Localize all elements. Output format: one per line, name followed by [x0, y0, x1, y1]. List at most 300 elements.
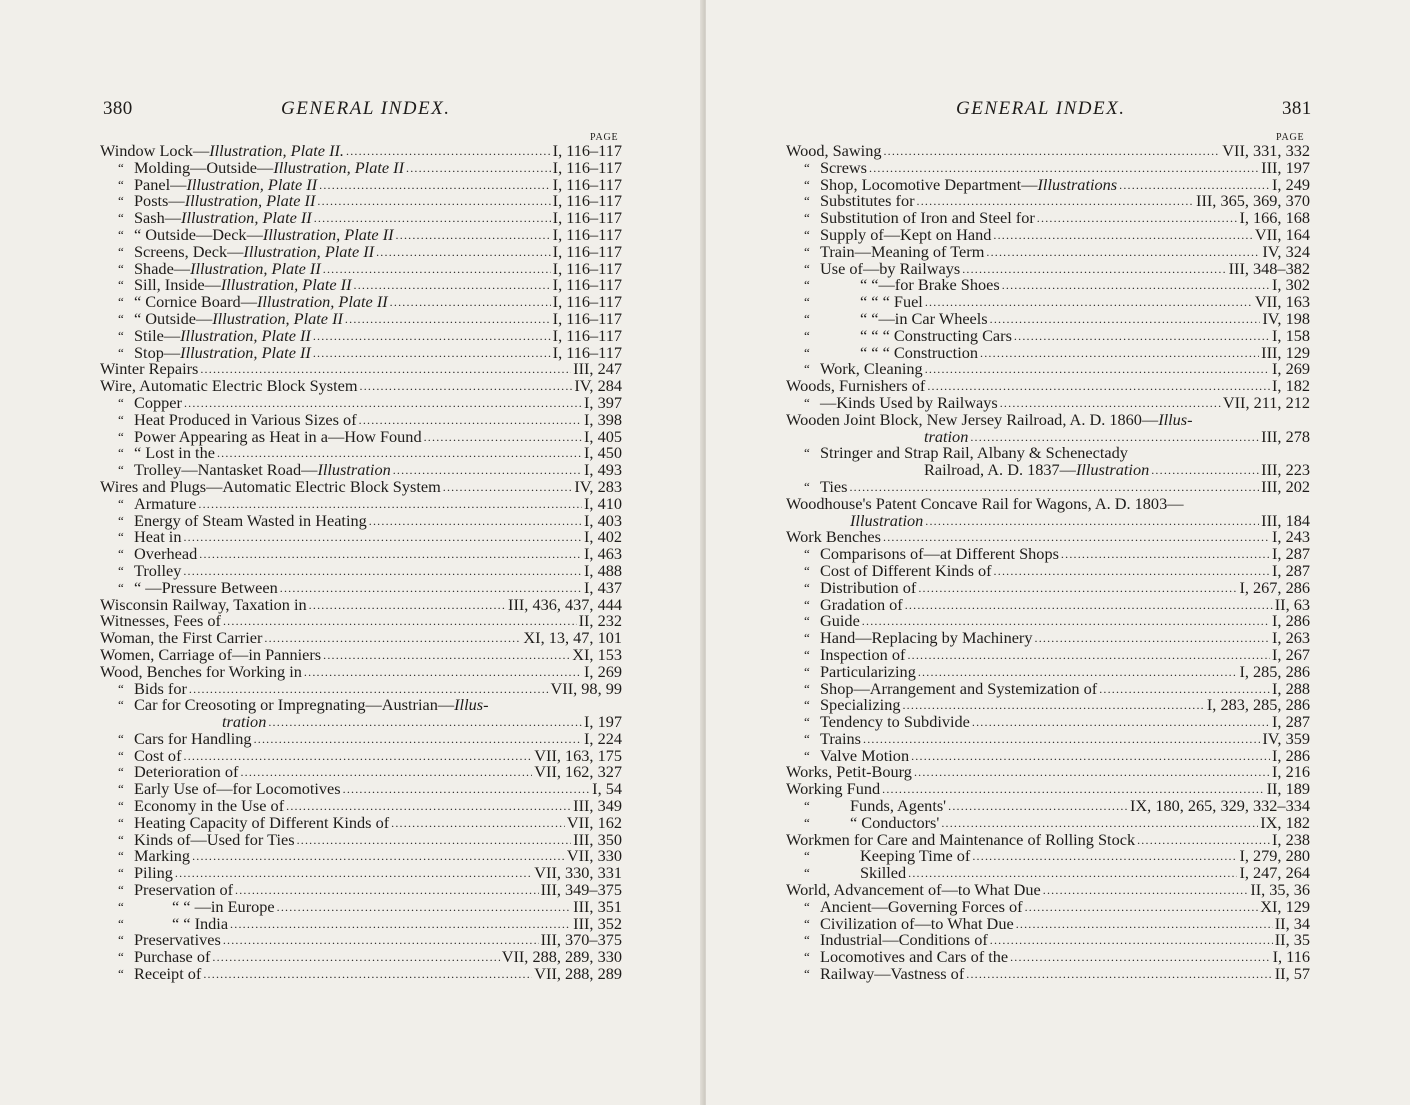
- ditto-mark: “: [118, 294, 124, 310]
- entry-heading: Sash—Illustration, Plate II: [134, 208, 312, 228]
- leader-dots: [1010, 949, 1271, 966]
- entry-heading: Substitution of Iron and Steel for: [820, 208, 1035, 228]
- leader-dots: [925, 361, 1270, 378]
- ditto-mark: “: [804, 210, 810, 226]
- ditto-mark: “: [118, 310, 124, 326]
- right-index-list: [786, 143, 1310, 983]
- leader-dots: [319, 177, 551, 194]
- entry-heading: Skilled: [860, 863, 907, 883]
- entry-heading: Keeping Time of: [860, 846, 971, 866]
- page-reference: I, 116–117: [552, 275, 622, 295]
- entry-heading: “ Conductors': [850, 812, 940, 832]
- page-reference: III, 278: [1261, 426, 1310, 446]
- ditto-mark: “: [118, 680, 124, 696]
- page-reference: I, 116–117: [552, 174, 622, 194]
- leader-dots: [192, 848, 565, 865]
- leader-dots: [1061, 546, 1270, 563]
- page-reference: II, 63: [1274, 594, 1310, 614]
- leader-dots: [918, 580, 1237, 597]
- entry-italic-note: Illustration, Plate II: [262, 224, 394, 244]
- ditto-mark: “: [118, 445, 124, 461]
- page-reference: VII, 163: [1254, 292, 1310, 312]
- page-reference: I, 116: [1272, 947, 1310, 967]
- ditto-mark: “: [118, 495, 124, 511]
- entry-heading: Stringer and Strap Rail, Albany & Schenectady: [820, 443, 1128, 463]
- ditto-mark: “: [804, 630, 810, 646]
- page-reference: I, 287: [1272, 560, 1310, 580]
- entry-heading: Trolley—Nantasket Road—Illustration: [134, 460, 391, 480]
- page-reference: VII, 162: [566, 812, 622, 832]
- page-reference: I, 267, 286: [1239, 577, 1310, 597]
- entry-heading: Supply of—Kept on Hand: [820, 224, 992, 244]
- right-running-head: [956, 98, 1312, 120]
- ditto-mark: “: [804, 176, 810, 192]
- ditto-mark: “: [804, 730, 810, 746]
- page-reference: I, 285, 286: [1239, 661, 1310, 681]
- index-entry: [786, 966, 1310, 983]
- right-page: [706, 0, 1410, 1105]
- ditto-mark: “: [118, 210, 124, 226]
- ditto-mark: “: [118, 730, 124, 746]
- leader-dots: [199, 546, 582, 563]
- entry-heading: Distribution of: [820, 577, 917, 597]
- leader-dots: [313, 328, 551, 345]
- page-reference: III, 197: [1261, 157, 1310, 177]
- ditto-mark: “: [118, 848, 124, 864]
- entry-heading: Energy of Steam Wasted in Heating: [134, 510, 367, 530]
- leader-dots: [990, 311, 1261, 328]
- page-reference: I, 437: [584, 577, 622, 597]
- ditto-mark: “: [804, 193, 810, 209]
- leader-dots: [212, 949, 499, 966]
- entry-heading: Shop, Locomotive Department—Illustrations: [820, 174, 1118, 194]
- leader-dots: [396, 227, 551, 244]
- entry-heading: Funds, Agents': [850, 796, 947, 816]
- page-reference: I, 116–117: [552, 191, 622, 211]
- index-entry: [786, 409, 1310, 429]
- ditto-mark: “: [118, 159, 124, 175]
- leader-dots: [1151, 462, 1259, 479]
- index-entry: [100, 966, 622, 983]
- page-reference: VII, 288, 289: [534, 964, 622, 984]
- entry-heading: Industrial—Conditions of: [820, 930, 988, 950]
- ditto-mark: “: [118, 529, 124, 545]
- entry-heading: “ Outside—Deck—Illustration, Plate II: [134, 224, 394, 244]
- page-reference: I, 216: [1272, 762, 1310, 782]
- entry-heading: Use of—by Railways: [820, 258, 961, 278]
- ditto-mark: “: [118, 814, 124, 830]
- ditto-mark: “: [804, 646, 810, 662]
- entry-heading: Inspection of: [820, 644, 906, 664]
- page-reference: IV, 283: [574, 476, 622, 496]
- entry-heading: “ “ —in Europe: [172, 896, 275, 916]
- leader-dots: [972, 714, 1270, 731]
- entry-heading: “ —Pressure Between: [134, 577, 278, 597]
- entry-heading: Substitutes for: [820, 191, 915, 211]
- leader-dots: [406, 160, 551, 177]
- ditto-mark: “: [118, 176, 124, 192]
- ditto-mark: “: [804, 898, 810, 914]
- ditto-mark: “: [118, 882, 124, 898]
- leader-dots: [1014, 328, 1270, 345]
- leader-dots: [925, 513, 1259, 530]
- page-reference: I, 286: [1272, 611, 1310, 631]
- ditto-mark: “: [804, 714, 810, 730]
- entry-heading: Witnesses, Fees of: [100, 611, 221, 631]
- ditto-mark: “: [118, 898, 124, 914]
- leader-dots: [230, 916, 571, 933]
- index-entry: [100, 697, 622, 714]
- page-reference: I, 116–117: [552, 258, 622, 278]
- entry-heading: Trains: [820, 728, 862, 748]
- leader-dots: [203, 966, 532, 983]
- page-reference: I, 267: [1272, 644, 1310, 664]
- page-reference: IX, 180, 265, 329, 332–334: [1130, 796, 1310, 816]
- page-reference: II, 34: [1274, 913, 1310, 933]
- entry-heading: Cars for Handling: [134, 728, 252, 748]
- page-reference: VII, 164: [1254, 224, 1310, 244]
- entry-heading: Guide: [820, 611, 860, 631]
- entry-heading: “ “—in Car Wheels: [860, 308, 988, 328]
- page-reference: I, 116–117: [552, 141, 622, 160]
- entry-heading: Work, Cleaning: [820, 359, 923, 379]
- ditto-mark: “: [118, 344, 124, 360]
- entry-heading: Cost of: [134, 745, 182, 765]
- entry-italic-note: Illus-: [454, 695, 489, 715]
- entry-italic-note: Illustration, Plate II: [212, 308, 343, 328]
- ditto-mark: “: [804, 697, 810, 713]
- leader-dots: [323, 647, 570, 664]
- ditto-mark: “: [804, 747, 810, 763]
- entry-heading: “ Outside—Illustration, Plate II: [134, 308, 343, 328]
- page-reference: I, 398: [584, 409, 622, 429]
- leader-dots: [369, 513, 582, 530]
- entry-heading: “ Cornice Board—Illustration, Plate II: [134, 292, 388, 312]
- page-reference: IV, 324: [1262, 241, 1310, 261]
- entry-heading: Gradation of: [820, 594, 903, 614]
- leader-dots: [990, 932, 1273, 949]
- entry-heading: Posts—Illustration, Plate II: [134, 191, 316, 211]
- ditto-mark: “: [804, 344, 810, 360]
- leader-dots: [1016, 916, 1273, 933]
- page-reference: I, 450: [584, 443, 622, 463]
- entry-heading: Purchase of: [134, 947, 211, 967]
- page-reference: I, 116–117: [552, 292, 622, 312]
- ditto-mark: “: [804, 915, 810, 931]
- page-reference: I, 493: [584, 460, 622, 480]
- leader-dots: [907, 647, 1270, 664]
- leader-dots: [994, 563, 1270, 580]
- leader-dots: [268, 714, 582, 731]
- ditto-mark: “: [804, 949, 810, 965]
- leader-dots: [914, 764, 1270, 781]
- ditto-mark: “: [804, 579, 810, 595]
- page-reference: II, 57: [1274, 964, 1310, 984]
- ditto-mark: “: [804, 966, 810, 982]
- entry-heading: Comparisons of—at Different Shops: [820, 544, 1059, 564]
- page-reference: VII, 98, 99: [550, 678, 622, 698]
- page-reference: I, 287: [1272, 712, 1310, 732]
- entry-heading: Shade—Illustration, Plate II: [134, 258, 321, 278]
- leader-dots: [254, 731, 582, 748]
- ditto-mark: “: [804, 814, 810, 830]
- entry-heading: Woodhouse's Patent Concave Rail for Wagons, A. D. 1803—: [786, 493, 1184, 513]
- entry-heading: “ “ India: [172, 913, 229, 933]
- leader-dots: [277, 899, 572, 916]
- page-reference: I, 269: [584, 661, 622, 681]
- entry-heading: Tendency to Subdivide: [820, 712, 970, 732]
- entry-heading: Armature: [134, 493, 197, 513]
- ditto-mark: “: [804, 865, 810, 881]
- ditto-mark: “: [118, 966, 124, 982]
- leader-dots: [443, 479, 573, 496]
- page-reference: I, 288: [1272, 678, 1310, 698]
- entry-heading: Valve Motion: [820, 745, 910, 765]
- ditto-mark: “: [118, 546, 124, 562]
- entry-heading: Wisconsin Railway, Taxation in: [100, 594, 307, 614]
- ditto-mark: “: [804, 294, 810, 310]
- left-page: [0, 0, 704, 1105]
- ditto-mark: “: [118, 243, 124, 259]
- entry-heading: Stop—Illustration, Plate II: [134, 342, 311, 362]
- left-folio: 380: [103, 98, 133, 119]
- entry-heading: Sill, Inside—Illustration, Plate II: [134, 275, 352, 295]
- leader-dots: [905, 597, 1273, 614]
- entry-heading: Workmen for Care and Maintenance of Rolling Stock: [786, 829, 1136, 849]
- ditto-mark: “: [804, 243, 810, 259]
- ditto-mark: “: [804, 310, 810, 326]
- entry-italic-note: Illustration, Plate II: [186, 174, 318, 194]
- page-reference: VII, 288, 289, 330: [501, 947, 622, 967]
- entry-heading: World, Advancement of—to What Due: [786, 880, 1041, 900]
- entry-heading: Ancient—Governing Forces of: [820, 896, 1023, 916]
- leader-dots: [1002, 277, 1270, 294]
- entry-heading: Railway—Vastness of: [820, 964, 965, 984]
- leader-dots: [993, 227, 1252, 244]
- entry-heading: “ “ “ Fuel: [860, 292, 923, 312]
- ditto-mark: “: [118, 764, 124, 780]
- ditto-mark: “: [804, 663, 810, 679]
- entry-heading: “ “—for Brake Shoes: [860, 275, 1000, 295]
- ditto-mark: “: [804, 394, 810, 410]
- ditto-mark: “: [804, 361, 810, 377]
- leader-dots: [863, 731, 1260, 748]
- entry-heading: Power Appearing as Heat in a—How Found: [134, 426, 422, 446]
- page-reference: II, 35, 36: [1250, 880, 1310, 900]
- page-reference: III, 129: [1261, 342, 1310, 362]
- entry-italic-note: Illustration, Plate II: [181, 208, 312, 228]
- ditto-mark: “: [118, 579, 124, 595]
- entry-heading: Screens, Deck—Illustration, Plate II: [134, 241, 375, 261]
- leader-dots: [980, 345, 1259, 362]
- leader-dots: [345, 311, 551, 328]
- entry-heading: Marking: [134, 846, 191, 866]
- entry-italic-note: Illustration: [317, 460, 391, 480]
- leader-dots: [424, 429, 582, 446]
- leader-dots: [1043, 882, 1249, 899]
- page-reference: II, 35: [1274, 930, 1310, 950]
- entry-heading: Overhead: [134, 544, 198, 564]
- entry-heading: Train—Meaning of Term: [820, 241, 985, 261]
- ditto-mark: “: [804, 159, 810, 175]
- page-reference: VII, 330, 331: [534, 863, 622, 883]
- ditto-mark: “: [804, 613, 810, 629]
- entry-heading: Bids for: [134, 678, 187, 698]
- entry-heading: Locomotives and Cars of the: [820, 947, 1009, 967]
- entry-heading: “ “ “ Constructing Cars: [860, 325, 1012, 345]
- leader-dots: [183, 529, 582, 546]
- entry-heading: Stile—Illustration, Plate II: [134, 325, 311, 345]
- entry-heading: Economy in the Use of: [134, 796, 285, 816]
- entry-heading: Ties: [820, 476, 848, 496]
- leader-dots: [972, 848, 1237, 865]
- page-reference: I, 224: [584, 728, 622, 748]
- left-running-title: GENERAL INDEX.: [281, 98, 451, 119]
- leader-dots: [343, 781, 591, 798]
- page-reference: III, 349: [573, 796, 622, 816]
- entry-italic-note: Illustration, Plate II: [190, 258, 321, 278]
- page-reference: XI, 129: [1260, 896, 1310, 916]
- ditto-mark: “: [118, 865, 124, 881]
- entry-heading: Shop—Arrangement and Systemization of: [820, 678, 1098, 698]
- entry-heading: Works, Petit-Bourg: [786, 762, 912, 782]
- left-index-list: [100, 143, 622, 983]
- page-reference: XI, 153: [572, 644, 622, 664]
- leader-dots: [297, 832, 572, 849]
- page-reference: I, 182: [1272, 376, 1310, 396]
- ditto-mark: “: [804, 445, 810, 461]
- page-reference: I, 243: [1272, 527, 1310, 547]
- leader-dots: [1025, 899, 1259, 916]
- page-reference: III, 352: [573, 913, 622, 933]
- page-reference: III, 351: [573, 896, 622, 916]
- page-reference: I, 463: [584, 544, 622, 564]
- page-reference: II, 232: [578, 611, 622, 631]
- leader-dots: [962, 261, 1226, 278]
- page-reference: III, 436, 437, 444: [508, 594, 622, 614]
- entry-italic-note: Illustration: [1075, 460, 1150, 480]
- ditto-mark: “: [118, 193, 124, 209]
- leader-dots: [391, 815, 565, 832]
- leader-dots: [883, 143, 1220, 160]
- entry-heading: Preservatives: [134, 930, 221, 950]
- page-reference: I, 402: [584, 527, 622, 547]
- ditto-mark: “: [804, 260, 810, 276]
- entry-heading: Trolley: [134, 560, 182, 580]
- entry-heading: Wood, Sawing: [786, 141, 882, 160]
- ditto-mark: “: [118, 831, 124, 847]
- page-reference: I, 116–117: [552, 241, 622, 261]
- entry-heading: Railroad, A. D. 1837—Illustration: [924, 460, 1150, 480]
- page-reference: I, 263: [1272, 628, 1310, 648]
- page-reference: III, 202: [1261, 476, 1310, 496]
- entry-heading: “ “ “ Construction: [860, 342, 979, 362]
- leader-dots: [223, 932, 539, 949]
- entry-heading: Deterioration of: [134, 762, 239, 782]
- page-reference: I, 403: [584, 510, 622, 530]
- ditto-mark: “: [118, 411, 124, 427]
- page-reference: I, 116–117: [552, 325, 622, 345]
- entry-italic-note: Illustration: [850, 510, 924, 530]
- entry-heading: Working Fund: [786, 779, 881, 799]
- page-reference: I, 54: [592, 779, 622, 799]
- ditto-mark: “: [118, 562, 124, 578]
- page-reference: I, 279, 280: [1239, 846, 1310, 866]
- leader-dots: [1037, 210, 1238, 227]
- leader-dots: [390, 294, 551, 311]
- entry-heading: Heat in: [134, 527, 182, 547]
- leader-dots: [376, 244, 551, 261]
- ditto-mark: “: [118, 798, 124, 814]
- entry-heading: Wood, Benches for Working in: [100, 661, 302, 681]
- page-reference: I, 116–117: [552, 308, 622, 328]
- leader-dots: [304, 664, 582, 681]
- entry-heading: Heat Produced in Various Sizes of: [134, 409, 357, 429]
- entry-heading: “ Lost in the: [134, 443, 215, 463]
- entry-heading: Woman, the First Carrier: [100, 628, 263, 648]
- page-reference: I, 405: [584, 426, 622, 446]
- page-reference: I, 238: [1272, 829, 1310, 849]
- page-reference: IX, 182: [1260, 812, 1310, 832]
- ditto-mark: “: [118, 949, 124, 965]
- page-reference: III, 349–375: [540, 880, 622, 900]
- right-running-title: GENERAL INDEX.: [956, 98, 1126, 119]
- entry-heading: Piling: [134, 863, 173, 883]
- page-reference: III, 350: [573, 829, 622, 849]
- leader-dots: [986, 244, 1260, 261]
- ditto-mark: “: [804, 798, 810, 814]
- page-reference: I, 283, 285, 286: [1206, 695, 1310, 715]
- page-reference: III, 223: [1261, 460, 1310, 480]
- page-reference: III, 247: [573, 359, 622, 379]
- page-reference: I, 287: [1272, 544, 1310, 564]
- entry-italic-note: Illustration, Plate II: [180, 342, 311, 362]
- ditto-mark: “: [804, 596, 810, 612]
- page-reference: III, 184: [1261, 510, 1310, 530]
- entry-italic-note: Illustration, Plate II.: [209, 141, 344, 160]
- entry-heading: Receipt of: [134, 964, 202, 984]
- ditto-mark: “: [118, 327, 124, 343]
- entry-italic-note: Illustration, Plate II: [256, 292, 388, 312]
- ditto-mark: “: [804, 327, 810, 343]
- page-reference: III, 348–382: [1228, 258, 1310, 278]
- page-reference: I, 286: [1272, 745, 1310, 765]
- page-reference: I, 410: [584, 493, 622, 513]
- entry-heading: Wire, Automatic Electric Block System: [100, 376, 358, 396]
- page-reference: I, 302: [1272, 275, 1310, 295]
- page-reference: VII, 330: [566, 846, 622, 866]
- entry-heading: Specializing: [820, 695, 901, 715]
- entry-heading: Civilization of—to What Due: [820, 913, 1014, 933]
- page-reference: IV, 359: [1262, 728, 1310, 748]
- index-entry: [786, 462, 1310, 479]
- leader-dots: [966, 966, 1272, 983]
- leader-dots: [948, 798, 1128, 815]
- page-reference: I, 247, 264: [1239, 863, 1310, 883]
- index-entry: [786, 714, 1310, 731]
- entry-heading: Early Use of—for Locomotives: [134, 779, 341, 799]
- page-reference: IV, 284: [574, 376, 622, 396]
- ditto-mark: “: [118, 428, 124, 444]
- left-page-column-label: PAGE: [590, 132, 619, 143]
- entry-heading: Preservation of: [134, 880, 234, 900]
- page-reference: VII, 162, 327: [534, 762, 622, 782]
- page-reference: III, 365, 369, 370: [1196, 191, 1310, 211]
- ditto-mark: “: [118, 781, 124, 797]
- page-reference: I, 397: [584, 392, 622, 412]
- entry-heading: Heating Capacity of Different Kinds of: [134, 812, 390, 832]
- page-reference: I, 116–117: [552, 342, 622, 362]
